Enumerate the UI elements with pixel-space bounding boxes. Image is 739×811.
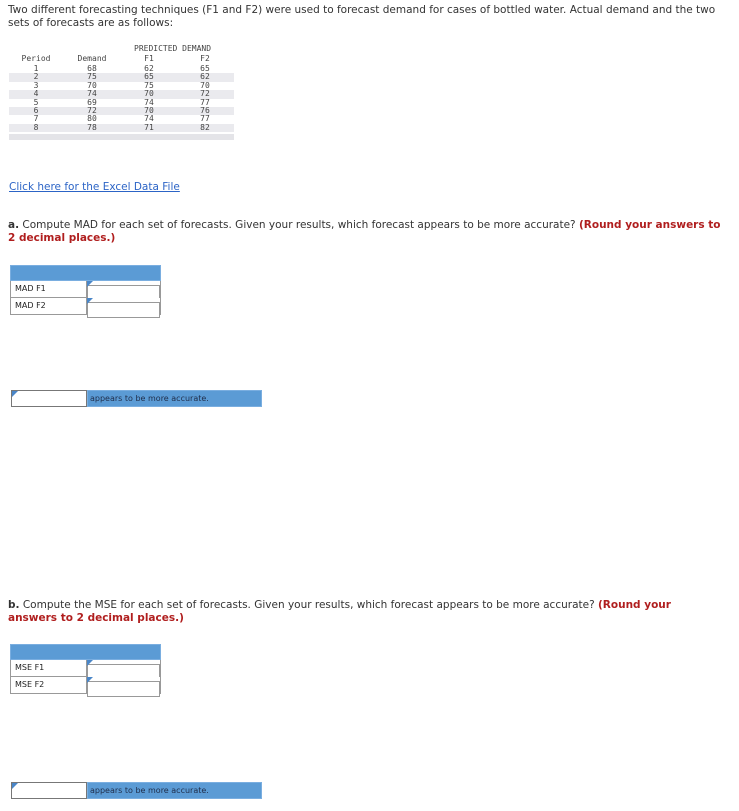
- cell-demand: 75: [87, 72, 97, 82]
- cell-f2: 70: [200, 80, 210, 90]
- cell-f2: 62: [200, 72, 210, 82]
- mse-accuracy-select[interactable]: [12, 788, 86, 803]
- mse-f2-cell: [87, 677, 160, 693]
- mse-answer-grid: [10, 644, 161, 694]
- question-a-text: Compute MAD for each set of forecasts. Given your results, which forecast appears to be more accurate?: [19, 219, 579, 231]
- forecast-table: [9, 44, 234, 140]
- cell-f2: 65: [200, 64, 210, 73]
- question-a-note: (Round your answers to 2 decimal places.): [8, 219, 721, 244]
- cell-period: 5: [33, 97, 39, 107]
- mse-f1-row: [10, 660, 161, 677]
- predicted-demand-header: PREDICTED DEMAND: [134, 44, 212, 53]
- mse-accuracy-row: [11, 782, 262, 799]
- col-header-demand: Demand: [77, 54, 107, 63]
- cell-demand: 80: [87, 114, 97, 124]
- mad-f2-row: [10, 298, 161, 315]
- mad-f2-cell: [87, 298, 160, 314]
- cell-period: 7: [33, 114, 39, 124]
- col-header-f2: F2: [200, 54, 210, 63]
- question-a: [8, 219, 723, 245]
- cell-period: 6: [33, 105, 39, 115]
- table-row: [9, 124, 234, 132]
- cell-f1: 65: [144, 72, 154, 82]
- cell-period: 8: [33, 122, 39, 132]
- mad-f1-label: MAD F1: [11, 281, 87, 297]
- question-b: [8, 599, 723, 625]
- cell-demand: 74: [87, 89, 97, 99]
- cell-f2: 72: [200, 89, 210, 99]
- mse-f1-cell: [87, 660, 160, 676]
- cell-f2: 82: [200, 122, 210, 132]
- cell-f1: 71: [144, 122, 154, 132]
- cell-f2: 77: [200, 114, 210, 124]
- table-body: [9, 65, 234, 132]
- mad-answer-grid: [10, 265, 161, 315]
- question-b-text: Compute the MSE for each set of forecasts. Given your results, which forecast appears to be more accurate?: [19, 599, 598, 611]
- mad-f1-cell: [87, 281, 160, 297]
- mad-accuracy-select[interactable]: [12, 396, 86, 411]
- mad-f1-row: [10, 281, 161, 298]
- mad-f2-input[interactable]: [87, 302, 160, 318]
- mse-accuracy-suffix: appears to be more accurate.: [87, 782, 262, 799]
- mad-f2-label: MAD F2: [11, 298, 87, 314]
- mad-accuracy-select-box: [11, 390, 87, 407]
- cell-f1: 74: [144, 97, 154, 107]
- mse-grid-header: [10, 644, 161, 660]
- cell-demand: 68: [87, 64, 97, 73]
- mad-accuracy-suffix: appears to be more accurate.: [87, 390, 262, 407]
- mad-grid-header: [10, 265, 161, 281]
- cell-period: 1: [33, 64, 39, 73]
- cell-period: 4: [33, 89, 39, 99]
- cell-f1: 74: [144, 114, 154, 124]
- cell-f2: 77: [200, 97, 210, 107]
- cell-demand: 78: [87, 122, 97, 132]
- cell-f1: 75: [144, 80, 154, 90]
- cell-period: 3: [33, 80, 39, 90]
- cell-period: 2: [33, 72, 39, 82]
- col-header-f1: F1: [144, 54, 154, 63]
- cell-f1: 62: [144, 64, 154, 73]
- mse-f2-row: [10, 677, 161, 694]
- mad-accuracy-row: [11, 390, 262, 407]
- cell-demand: 69: [87, 97, 97, 107]
- excel-data-link[interactable]: Click here for the Excel Data File: [9, 181, 180, 193]
- question-b-note: (Round your answers to 2 decimal places.): [8, 599, 671, 624]
- table-group-header: [9, 44, 234, 54]
- cell-f2: 76: [200, 105, 210, 115]
- cell-f1: 70: [144, 89, 154, 99]
- cell-demand: 72: [87, 105, 97, 115]
- mse-f2-label: MSE F2: [11, 677, 87, 693]
- table-footer-bar: [9, 134, 234, 140]
- cell-f1: 70: [144, 105, 154, 115]
- mse-f1-label: MSE F1: [11, 660, 87, 676]
- mse-f2-input[interactable]: [87, 681, 160, 697]
- cell-demand: 70: [87, 80, 97, 90]
- col-header-period: Period: [21, 54, 51, 63]
- mse-accuracy-select-box: [11, 782, 87, 799]
- question-b-lead: b.: [8, 599, 20, 611]
- question-a-lead: a.: [8, 219, 20, 231]
- problem-intro: Two different forecasting techniques (F1 and F2) were used to forecast demand for cases of bottled water. Actual demand and the two sets of forecasts are as follows:: [8, 4, 716, 29]
